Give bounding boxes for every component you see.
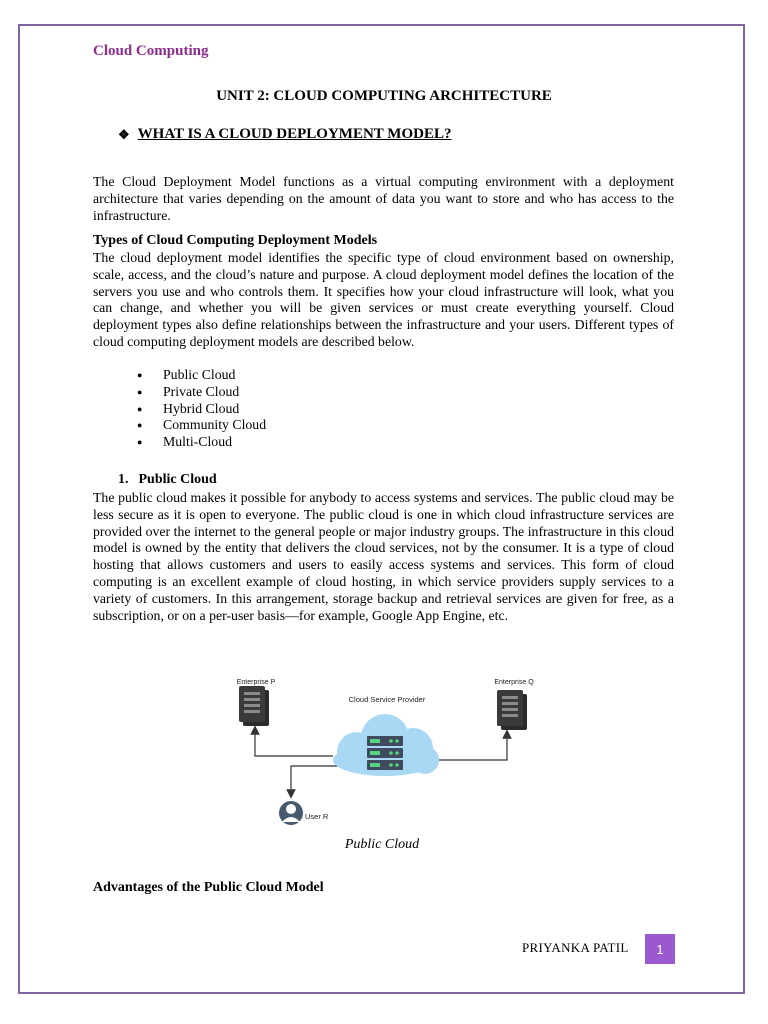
- list-item-label: Hybrid Cloud: [163, 400, 240, 416]
- list-item: [137, 367, 266, 384]
- section-heading: [118, 126, 451, 143]
- list-item-label: Private Cloud: [163, 383, 240, 399]
- enterprise-p-server-icon: [239, 686, 269, 726]
- public-cloud-paragraph: The public cloud makes it possible for anybody to access systems and services. The public cloud may be less secure as it is open to everyone. The public cloud is one in which cloud infrastructure services are provided over the internet to the general people or major industry groups. The infrastructure in this cloud model is owned by the entity that delivers the cloud services, not by the consumer. It is a type of cloud hosting that allows customers and users to easily access systems and services. This form of cloud computing is an excellent example of cloud hosting, in which service providers supply services to a variety of customers. In this arrangement, storage backup and retrieval services are given for free, as a subscription, or on a per-user basis—for example, Google App Engine, etc.: [93, 490, 674, 623]
- types-paragraph: The cloud deployment model identifies the specific type of cloud environment based on ownership, scale, access, and the cloud’s nature and purpose. A cloud deployment model defines the location of the servers you use and who controls them. It specifies how your cloud infrastructure will look, what you can change, and whether you will be given services or must create everything yourself. Cloud deployment types also define relationships between the infrastructure and your users. Different types of cloud computing deployment models are described below.: [93, 250, 674, 349]
- bullet-icon: ●: [137, 420, 143, 431]
- bullet-icon: ●: [137, 386, 143, 397]
- list-item: [137, 417, 266, 434]
- list-item-label: Multi-Cloud: [163, 434, 232, 450]
- list-item-label: Public Cloud: [163, 367, 236, 382]
- bullet-icon: ●: [137, 403, 143, 414]
- section-number: 1.: [118, 472, 129, 487]
- list-item: [137, 401, 266, 418]
- user-avatar-icon: [279, 801, 303, 825]
- list-item: [137, 434, 266, 451]
- page-number-badge: 1: [645, 934, 675, 964]
- user-label: User R: [305, 812, 329, 821]
- public-cloud-heading-text: Public Cloud: [138, 472, 217, 487]
- provider-label: Cloud Service Provider: [348, 695, 426, 704]
- intro-paragraph: The Cloud Deployment Model functions as a virtual computing environment with a deployment architecture that varies depending on the amount of data you want to store and who has access to the infrastructure.: [93, 174, 674, 223]
- connector-to-enterprise-q: [437, 734, 507, 760]
- enterprise-p-label: Enterprise P: [236, 679, 276, 686]
- footer-author: PRIYANKA PATIL: [522, 940, 629, 955]
- bullet-icon: ●: [137, 370, 143, 380]
- public-cloud-heading: [118, 472, 217, 488]
- advantages-heading: Advantages of the Public Cloud Model: [93, 880, 324, 895]
- public-cloud-diagram: [225, 672, 555, 832]
- types-heading: Types of Cloud Computing Deployment Models: [93, 233, 378, 248]
- enterprise-q-label: Enterprise Q: [494, 679, 534, 686]
- connector-to-enterprise-p: [255, 730, 333, 756]
- unit-title: UNIT 2: CLOUD COMPUTING ARCHITECTURE: [216, 88, 552, 104]
- cloud-server-rack-icon: [367, 736, 403, 770]
- header-title: Cloud Computing: [93, 43, 209, 59]
- list-item: [137, 384, 266, 401]
- section-heading-text: WHAT IS A CLOUD DEPLOYMENT MODEL?: [137, 126, 452, 142]
- figure-caption: Public Cloud: [344, 837, 420, 852]
- bullet-icon: ●: [137, 437, 143, 448]
- model-list: [137, 367, 266, 451]
- diamond-bullet-icon: ❖: [118, 126, 130, 142]
- list-item-label: Community Cloud: [163, 417, 267, 433]
- enterprise-q-server-icon: [497, 690, 527, 730]
